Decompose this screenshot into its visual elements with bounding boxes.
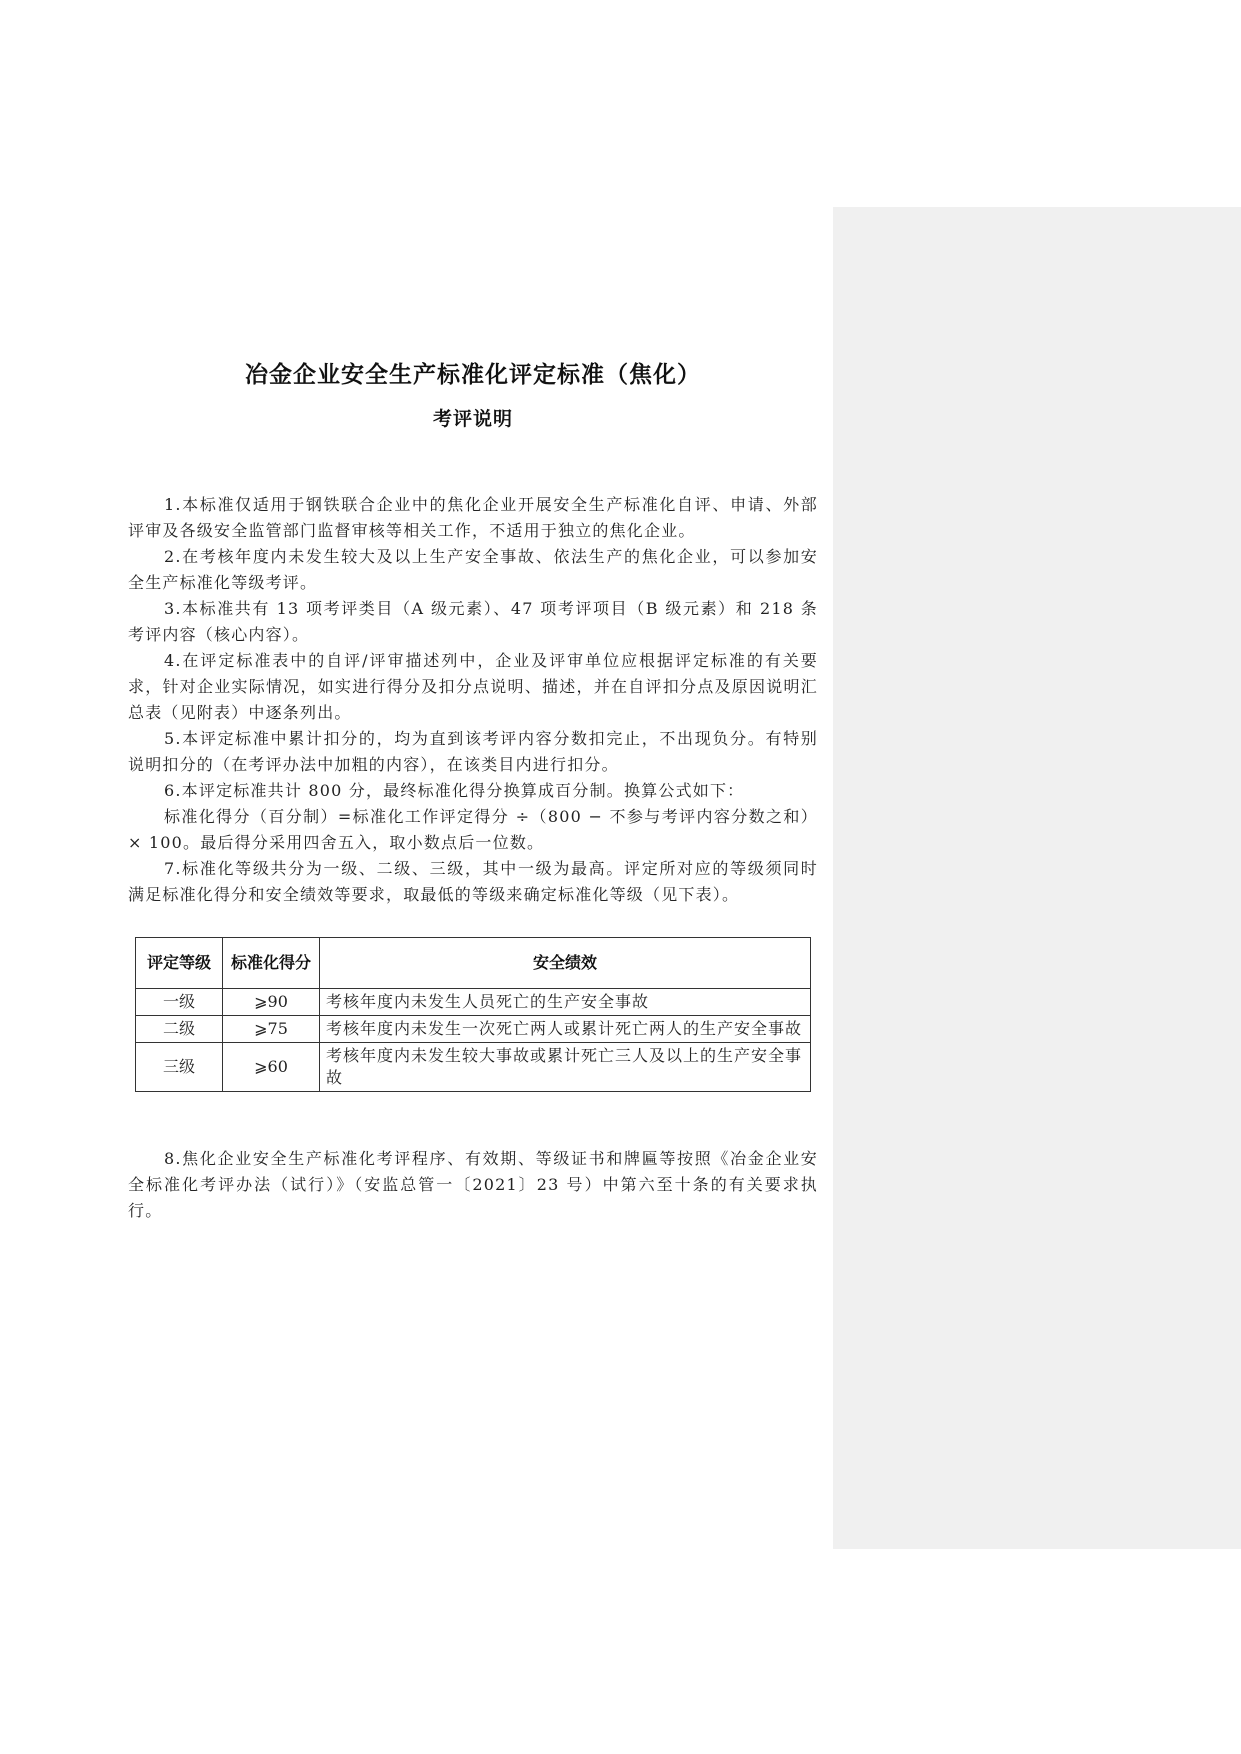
- paragraph-1: 1.本标准仅适用于钢铁联合企业中的焦化企业开展安全生产标准化自评、申请、外部评审及各级安全监管部门监督审核等相关工作，不适用于独立的焦化企业。: [128, 495, 818, 540]
- comment-margin-panel: [833, 207, 1241, 1549]
- grade-cell: 三级: [136, 1043, 223, 1092]
- grade-table: [135, 937, 811, 1092]
- header-performance: 安全绩效: [320, 938, 811, 989]
- closing-section: [128, 1146, 818, 1224]
- paragraph-8: 8.焦化企业安全生产标准化考评程序、有效期、等级证书和牌匾等按照《冶金企业安全标准化考评办法（试行）》（安监总管一〔2021〕23 号）中第六至十条的有关要求执行。: [128, 1149, 818, 1220]
- paragraph-2: 2.在考核年度内未发生较大及以上生产安全事故、依法生产的焦化企业，可以参加安全生产标准化等级考评。: [128, 547, 818, 592]
- grade-cell: 二级: [136, 1016, 223, 1043]
- paragraph-4: 4.在评定标准表中的自评/评审描述列中，企业及评审单位应根据评定标准的有关要求，针对企业实际情况，如实进行得分及扣分点说明、描述，并在自评扣分点及原因说明汇总表（见附表）中逐条列出。: [128, 651, 818, 722]
- table-row: [136, 989, 811, 1016]
- performance-cell: 考核年度内未发生一次死亡两人或累计死亡两人的生产安全事故: [320, 1016, 811, 1043]
- performance-cell: 考核年度内未发生人员死亡的生产安全事故: [320, 989, 811, 1016]
- score-cell: ⩾60: [223, 1043, 320, 1092]
- score-cell: ⩾90: [223, 989, 320, 1016]
- header-score: 标准化得分: [223, 938, 320, 989]
- paragraph-5: 5.本评定标准中累计扣分的，均为直到该考评内容分数扣完止，不出现负分。有特别说明扣分的（在考评办法中加粗的内容），在该类目内进行扣分。: [128, 729, 818, 774]
- paragraph-formula: 标准化得分（百分制）=标准化工作评定得分 ÷（800 − 不参与考评内容分数之和）× 100。最后得分采用四舍五入，取小数点后一位数。: [128, 807, 818, 852]
- paragraph-3: 3.本标准共有 13 项考评类目（A 级元素）、47 项考评项目（B 级元素）和 218 条考评内容（核心内容）。: [128, 599, 818, 644]
- document-subtitle: 考评说明: [432, 408, 513, 430]
- header-grade: 评定等级: [136, 938, 223, 989]
- table-row: [136, 1043, 811, 1092]
- score-cell: ⩾75: [223, 1016, 320, 1043]
- performance-cell: 考核年度内未发生较大事故或累计死亡三人及以上的生产安全事故: [320, 1043, 811, 1092]
- paragraph-7: 7.标准化等级共分为一级、二级、三级，其中一级为最高。评定所对应的等级须同时满足标准化得分和安全绩效等要求，取最低的等级来确定标准化等级（见下表）。: [128, 859, 818, 904]
- table-row: [136, 1016, 811, 1043]
- document-title: 冶金企业安全生产标准化评定标准（焦化）: [245, 362, 701, 388]
- table-header-row: [136, 938, 811, 989]
- paragraph-6: 6.本评定标准共计 800 分，最终标准化得分换算成百分制。换算公式如下：: [164, 781, 745, 800]
- grade-cell: 一级: [136, 989, 223, 1016]
- instructions-body: [128, 492, 818, 908]
